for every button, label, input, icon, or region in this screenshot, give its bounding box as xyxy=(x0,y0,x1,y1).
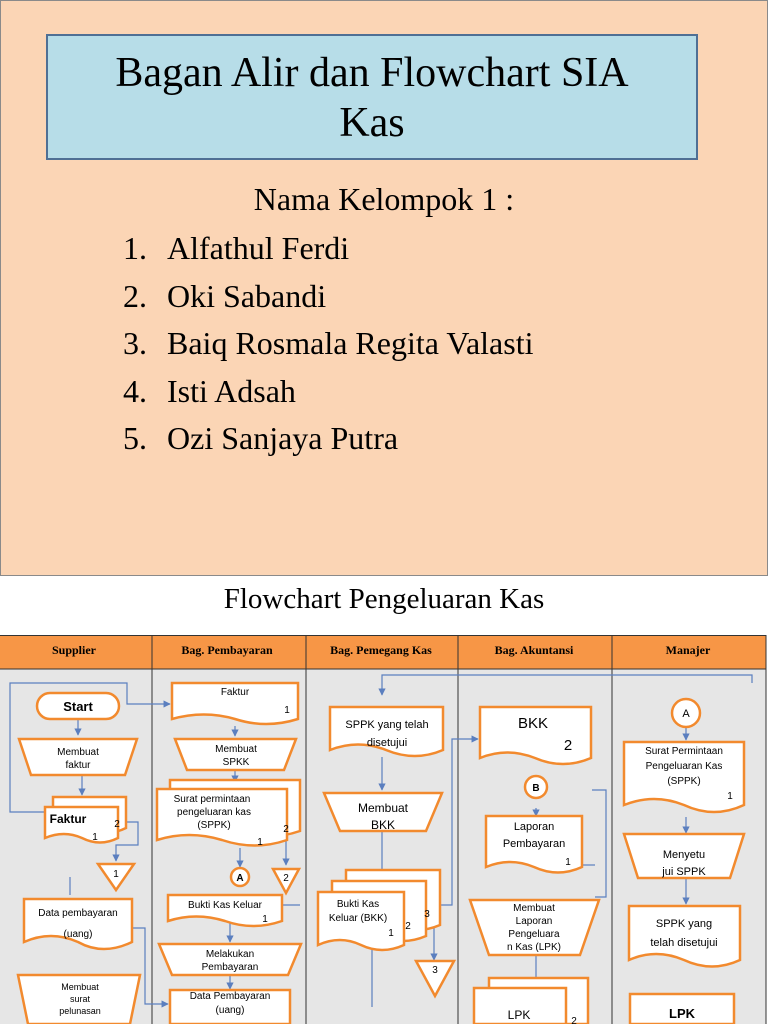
pembayaran-membuat-spkk xyxy=(175,739,296,770)
pembayaran-connector-a xyxy=(231,868,249,886)
svg-text:pengeluaran kas: pengeluaran kas xyxy=(177,807,251,818)
svg-text:1: 1 xyxy=(92,832,98,843)
svg-text:Laporan: Laporan xyxy=(513,821,555,833)
svg-text:A: A xyxy=(682,708,690,720)
manajer-connector-a xyxy=(672,699,700,727)
akuntansi-lpk-doc xyxy=(474,978,588,1024)
svg-text:Surat Permintaan: Surat Permintaan xyxy=(645,746,723,757)
akuntansi-membuat-lpk xyxy=(470,900,599,955)
member-list xyxy=(123,225,533,463)
akuntansi-laporan-pembayaran-doc xyxy=(486,816,582,873)
member-number: 3. xyxy=(123,325,147,361)
svg-text:2: 2 xyxy=(405,921,411,932)
svg-text:disetujui: disetujui xyxy=(366,737,408,749)
member-name: Oki Sabandi xyxy=(167,277,327,314)
member-number: 4. xyxy=(123,372,147,409)
member-name: Alfathul Ferdi xyxy=(167,230,350,266)
flowchart-canvas xyxy=(0,635,768,1024)
svg-text:Membuat: Membuat xyxy=(61,982,99,992)
svg-text:1: 1 xyxy=(284,705,290,716)
svg-text:SPKK: SPKK xyxy=(222,757,250,768)
svg-text:BKK: BKK xyxy=(370,818,396,832)
member-item xyxy=(123,273,533,321)
svg-text:jui SPPK: jui SPPK xyxy=(662,866,706,878)
svg-text:A: A xyxy=(236,873,244,884)
manajer-lpk-doc xyxy=(630,994,734,1024)
svg-text:1: 1 xyxy=(727,791,733,802)
pemegang-bkk-doc-stack xyxy=(318,870,440,950)
lane-header-manajer: Manajer xyxy=(665,643,711,657)
akuntansi-connector-b xyxy=(525,776,547,798)
svg-text:pelunasan: pelunasan xyxy=(59,1006,101,1016)
svg-text:LPK: LPK xyxy=(507,1008,531,1022)
svg-text:(uang): (uang) xyxy=(63,929,93,940)
member-item xyxy=(123,368,533,416)
svg-text:Faktur: Faktur xyxy=(49,812,87,826)
svg-text:Pengeluara: Pengeluara xyxy=(508,929,560,940)
svg-text:SPPK yang telah: SPPK yang telah xyxy=(345,719,429,731)
flowchart-title: Flowchart Pengeluaran Kas xyxy=(223,583,545,615)
pembayaran-melakukan-pembayaran xyxy=(159,944,301,975)
svg-text:Membuat: Membuat xyxy=(57,747,99,758)
supplier-membuat-surat xyxy=(18,975,140,1024)
svg-text:surat: surat xyxy=(69,994,91,1004)
supplier-membuat-faktur xyxy=(19,739,137,775)
svg-text:Membuat: Membuat xyxy=(215,744,257,755)
svg-text:SPPK yang: SPPK yang xyxy=(655,918,713,930)
svg-text:1: 1 xyxy=(388,928,394,939)
svg-text:Bukti Kas Keluar: Bukti Kas Keluar xyxy=(188,900,262,911)
group-heading: Nama Kelompok 1 : xyxy=(253,181,515,217)
svg-text:2: 2 xyxy=(283,824,289,835)
pemegang-membuat-bkk xyxy=(324,793,442,832)
svg-text:2: 2 xyxy=(571,1016,577,1024)
svg-text:Melakukan: Melakukan xyxy=(205,949,255,960)
svg-text:Surat permintaan: Surat permintaan xyxy=(173,794,251,805)
svg-text:Data pembayaran: Data pembayaran xyxy=(38,908,118,919)
svg-text:Laporan: Laporan xyxy=(515,916,553,927)
svg-text:1: 1 xyxy=(257,837,263,848)
lane-header-pemegang-kas: Bag. Pemegang Kas xyxy=(330,643,432,657)
svg-text:3: 3 xyxy=(432,965,438,976)
lane-header-supplier: Supplier xyxy=(51,643,97,657)
svg-text:Keluar (BKK): Keluar (BKK) xyxy=(328,913,388,924)
svg-text:(uang): (uang) xyxy=(215,1005,245,1016)
svg-text:Membuat: Membuat xyxy=(513,903,555,914)
svg-text:Start: Start xyxy=(63,699,93,714)
slide-title-line1: Bagan Alir dan Flowchart SIA xyxy=(115,50,629,96)
member-item xyxy=(123,415,533,463)
svg-text:Bukti Kas: Bukti Kas xyxy=(336,899,380,910)
member-number: 2. xyxy=(123,277,147,314)
member-name: Ozi Sanjaya Putra xyxy=(167,420,399,456)
member-number: 5. xyxy=(123,420,147,456)
member-name: Isti Adsah xyxy=(167,372,296,409)
svg-text:Faktur: Faktur xyxy=(220,687,250,698)
svg-text:Data Pembayaran: Data Pembayaran xyxy=(189,991,271,1002)
member-item xyxy=(123,320,533,368)
svg-text:2: 2 xyxy=(283,873,289,884)
member-item xyxy=(123,225,533,273)
svg-text:Pembayaran: Pembayaran xyxy=(502,838,566,850)
svg-text:LPK: LPK xyxy=(669,1006,695,1021)
member-name: Baiq Rosmala Regita Valasti xyxy=(167,325,534,361)
manajer-menyetujui-sppk xyxy=(624,834,744,878)
svg-text:1: 1 xyxy=(113,869,119,880)
slide-title-line2: Kas xyxy=(339,100,405,146)
svg-text:2: 2 xyxy=(563,737,573,754)
title-box xyxy=(46,34,698,160)
flowchart xyxy=(0,635,768,1024)
supplier-start xyxy=(37,693,119,719)
svg-text:2: 2 xyxy=(114,819,120,830)
svg-text:Menyetu: Menyetu xyxy=(662,849,706,861)
svg-text:n Kas (LPK): n Kas (LPK) xyxy=(507,942,561,953)
member-number: 1. xyxy=(123,230,147,266)
pembayaran-data-pembayaran xyxy=(170,990,290,1024)
svg-text:telah disetujui: telah disetujui xyxy=(650,937,718,949)
lane-header-pembayaran: Bag. Pembayaran xyxy=(181,643,273,657)
svg-text:B: B xyxy=(532,783,540,794)
svg-text:faktur: faktur xyxy=(65,760,91,771)
lane-header-akuntansi: Bag. Akuntansi xyxy=(494,643,574,657)
svg-text:1: 1 xyxy=(565,857,571,868)
svg-text:3: 3 xyxy=(424,909,430,920)
svg-text:Pengeluaran Kas: Pengeluaran Kas xyxy=(645,761,723,772)
svg-text:Pembayaran: Pembayaran xyxy=(201,962,259,973)
svg-text:(SPPK): (SPPK) xyxy=(197,820,231,831)
svg-text:Membuat: Membuat xyxy=(357,801,409,815)
svg-text:1: 1 xyxy=(262,914,268,925)
svg-text:(SPPK): (SPPK) xyxy=(667,776,701,787)
svg-text:BKK: BKK xyxy=(517,715,549,732)
